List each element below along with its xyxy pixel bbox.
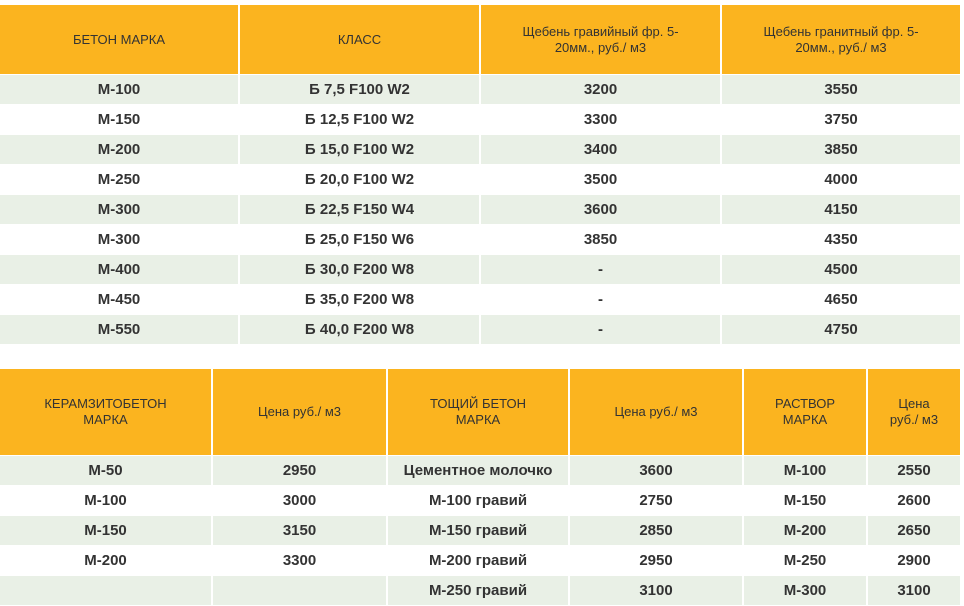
table-cell: Б 30,0 F200 W8 bbox=[240, 255, 481, 285]
table-cell: 3200 bbox=[481, 75, 722, 105]
table-cell: М-150 bbox=[0, 105, 240, 135]
table-cell: - bbox=[481, 315, 722, 345]
header-granite-price: Щебень гранитный фр. 5-20мм., руб./ м3 bbox=[722, 5, 962, 75]
header-price: Цена руб./ м3 bbox=[868, 369, 962, 456]
table-row bbox=[0, 576, 962, 606]
table-cell: М-100 гравий bbox=[388, 486, 570, 516]
table-cell: 2900 bbox=[868, 546, 962, 576]
table-row bbox=[0, 165, 962, 195]
table-cell: М-400 bbox=[0, 255, 240, 285]
table-row bbox=[0, 546, 962, 576]
table-cell: Б 40,0 F200 W8 bbox=[240, 315, 481, 345]
table-cell: 4000 bbox=[722, 165, 962, 195]
table-cell: М-200 гравий bbox=[388, 546, 570, 576]
table-cell: Цементное молочко bbox=[388, 456, 570, 486]
table-cell: Б 22,5 F150 W4 bbox=[240, 195, 481, 225]
table-row bbox=[0, 135, 962, 165]
table-cell: М-150 bbox=[744, 486, 868, 516]
table-row bbox=[0, 225, 962, 255]
table-cell: М-200 bbox=[744, 516, 868, 546]
table-cell: 2550 bbox=[868, 456, 962, 486]
table-cell: 3300 bbox=[481, 105, 722, 135]
table-cell: 2850 bbox=[570, 516, 744, 546]
table-cell: М-300 bbox=[744, 576, 868, 606]
header-price: Цена руб./ м3 bbox=[213, 369, 388, 456]
table-cell: 4500 bbox=[722, 255, 962, 285]
table-row bbox=[0, 195, 962, 225]
table-cell: Б 25,0 F150 W6 bbox=[240, 225, 481, 255]
table-cell: 2950 bbox=[570, 546, 744, 576]
table-cell: 3850 bbox=[722, 135, 962, 165]
table-cell: 3100 bbox=[868, 576, 962, 606]
table-row bbox=[0, 486, 962, 516]
table-cell: М-300 bbox=[0, 225, 240, 255]
header-gravel-price: Щебень гравийный фр. 5-20мм., руб./ м3 bbox=[481, 5, 722, 75]
table-row bbox=[0, 516, 962, 546]
table-cell: М-100 bbox=[744, 456, 868, 486]
table-cell bbox=[213, 576, 388, 606]
table-cell: М-250 гравий bbox=[388, 576, 570, 606]
table-cell: М-100 bbox=[0, 75, 240, 105]
table-cell: 3100 bbox=[570, 576, 744, 606]
table-cell: М-200 bbox=[0, 546, 213, 576]
table-cell: 3600 bbox=[481, 195, 722, 225]
table-cell: 3850 bbox=[481, 225, 722, 255]
table-cell: 3600 bbox=[570, 456, 744, 486]
header-expanded-clay-grade: КЕРАМЗИТОБЕТОН МАРКА bbox=[0, 369, 213, 456]
table-cell: М-200 bbox=[0, 135, 240, 165]
table-cell: М-50 bbox=[0, 456, 213, 486]
table-row bbox=[0, 456, 962, 486]
table-cell: М-300 bbox=[0, 195, 240, 225]
table-cell: Б 15,0 F100 W2 bbox=[240, 135, 481, 165]
table-cell: 4150 bbox=[722, 195, 962, 225]
table-cell: 2750 bbox=[570, 486, 744, 516]
table-cell: - bbox=[481, 255, 722, 285]
table-cell bbox=[0, 576, 213, 606]
table-cell: - bbox=[481, 285, 722, 315]
table-cell: 3500 bbox=[481, 165, 722, 195]
table-cell: М-150 гравий bbox=[388, 516, 570, 546]
table-row bbox=[0, 75, 962, 105]
table-cell: 3150 bbox=[213, 516, 388, 546]
header-concrete-grade: БЕТОН МАРКА bbox=[0, 5, 240, 75]
table-header-row bbox=[0, 369, 962, 456]
table-cell: Б 35,0 F200 W8 bbox=[240, 285, 481, 315]
table-cell: Б 20,0 F100 W2 bbox=[240, 165, 481, 195]
table-cell: 4650 bbox=[722, 285, 962, 315]
table-cell: М-250 bbox=[0, 165, 240, 195]
header-mortar-grade: РАСТВОР МАРКА bbox=[744, 369, 868, 456]
header-lean-concrete-grade: ТОЩИЙ БЕТОН МАРКА bbox=[388, 369, 570, 456]
table-cell: 3400 bbox=[481, 135, 722, 165]
table-cell: М-550 bbox=[0, 315, 240, 345]
table-cell: 4350 bbox=[722, 225, 962, 255]
table-cell: 3750 bbox=[722, 105, 962, 135]
table-cell: М-250 bbox=[744, 546, 868, 576]
table-cell: 2600 bbox=[868, 486, 962, 516]
table-row bbox=[0, 315, 962, 345]
table-cell: 3000 bbox=[213, 486, 388, 516]
lightweight-lean-mortar-price-table bbox=[0, 369, 962, 606]
table-cell: М-150 bbox=[0, 516, 213, 546]
header-price: Цена руб./ м3 bbox=[570, 369, 744, 456]
concrete-price-table bbox=[0, 5, 962, 345]
table-cell: Б 12,5 F100 W2 bbox=[240, 105, 481, 135]
table-cell: М-450 bbox=[0, 285, 240, 315]
table-cell: 4750 bbox=[722, 315, 962, 345]
table-cell: 2950 bbox=[213, 456, 388, 486]
table-header-row bbox=[0, 5, 962, 75]
table-cell: М-100 bbox=[0, 486, 213, 516]
table-cell: 3550 bbox=[722, 75, 962, 105]
table-row bbox=[0, 105, 962, 135]
table-row bbox=[0, 285, 962, 315]
table-cell: 3300 bbox=[213, 546, 388, 576]
table-cell: 2650 bbox=[868, 516, 962, 546]
header-class: КЛАСС bbox=[240, 5, 481, 75]
table-cell: Б 7,5 F100 W2 bbox=[240, 75, 481, 105]
table-row bbox=[0, 255, 962, 285]
